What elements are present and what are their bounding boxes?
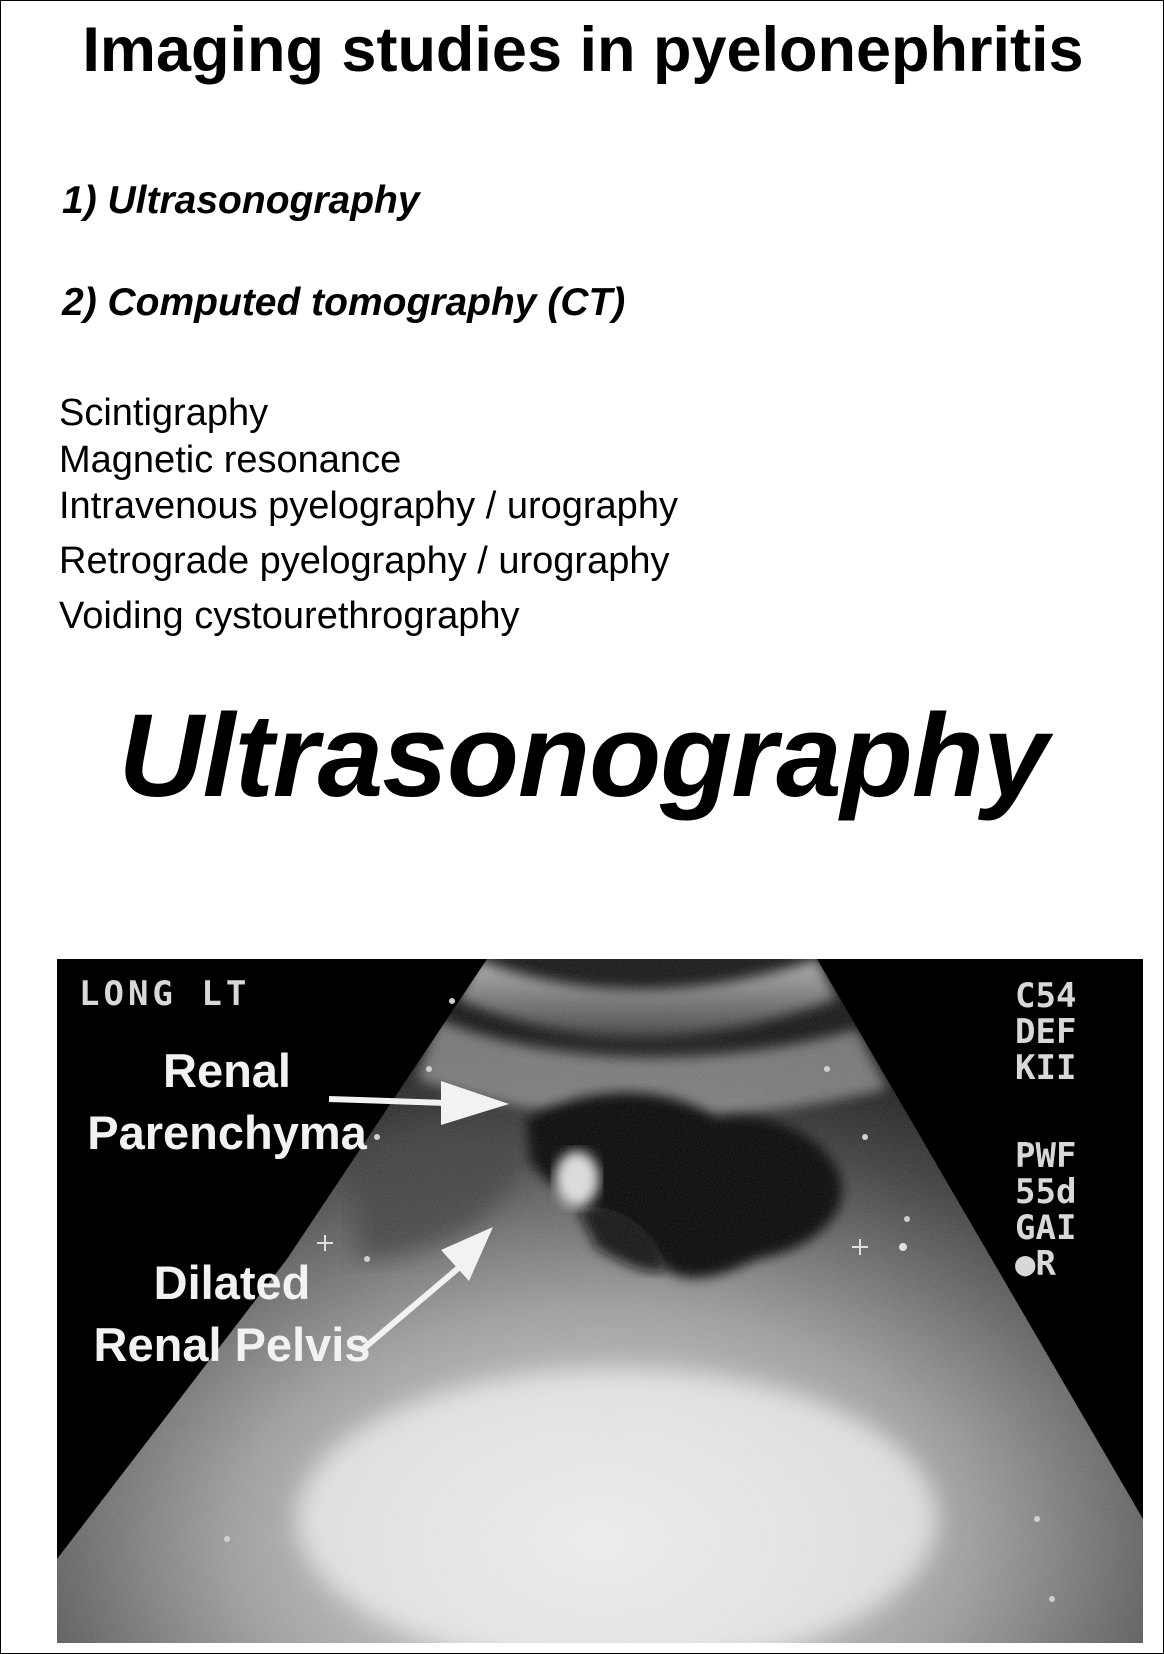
list-item: Magnetic resonance	[59, 439, 402, 481]
slide-title: Imaging studies in pyelonephritis	[82, 15, 1084, 85]
priority-method-2: 2) Computed tomography (CT)	[62, 281, 626, 324]
list-item: Intravenous pyelography / urography	[59, 485, 678, 527]
svg-text:C54: C54	[1015, 976, 1077, 1016]
svg-text:DEF: DEF	[1015, 1012, 1077, 1052]
parenchyma-label-line1: Renal	[163, 1044, 291, 1097]
svg-text:PWF: PWF	[1015, 1136, 1077, 1176]
machine-readout	[1015, 976, 1076, 1284]
svg-text:●R: ●R	[1015, 1244, 1056, 1284]
scan-orientation-label: LONG LT	[79, 974, 251, 1014]
svg-text:55d: 55d	[1015, 1172, 1077, 1212]
list-item: Retrograde pyelography / urography	[59, 540, 670, 582]
ultrasound-scan-graphic	[57, 959, 1143, 1643]
pelvis-label-line1: Dilated	[153, 1256, 311, 1309]
list-item: Scintigraphy	[59, 392, 269, 434]
parenchyma-label-line2: Parenchyma	[87, 1106, 367, 1159]
pelvis-label-line2: Renal Pelvis	[93, 1318, 371, 1371]
ultrasound-image	[57, 959, 1143, 1643]
section-heading: Ultrasonography	[118, 690, 1048, 822]
svg-text:KII: KII	[1015, 1048, 1077, 1088]
list-item: Voiding cystourethrography	[59, 595, 520, 637]
priority-method-1: 1) Ultrasonography	[62, 179, 420, 222]
svg-text:GAI: GAI	[1015, 1208, 1077, 1248]
